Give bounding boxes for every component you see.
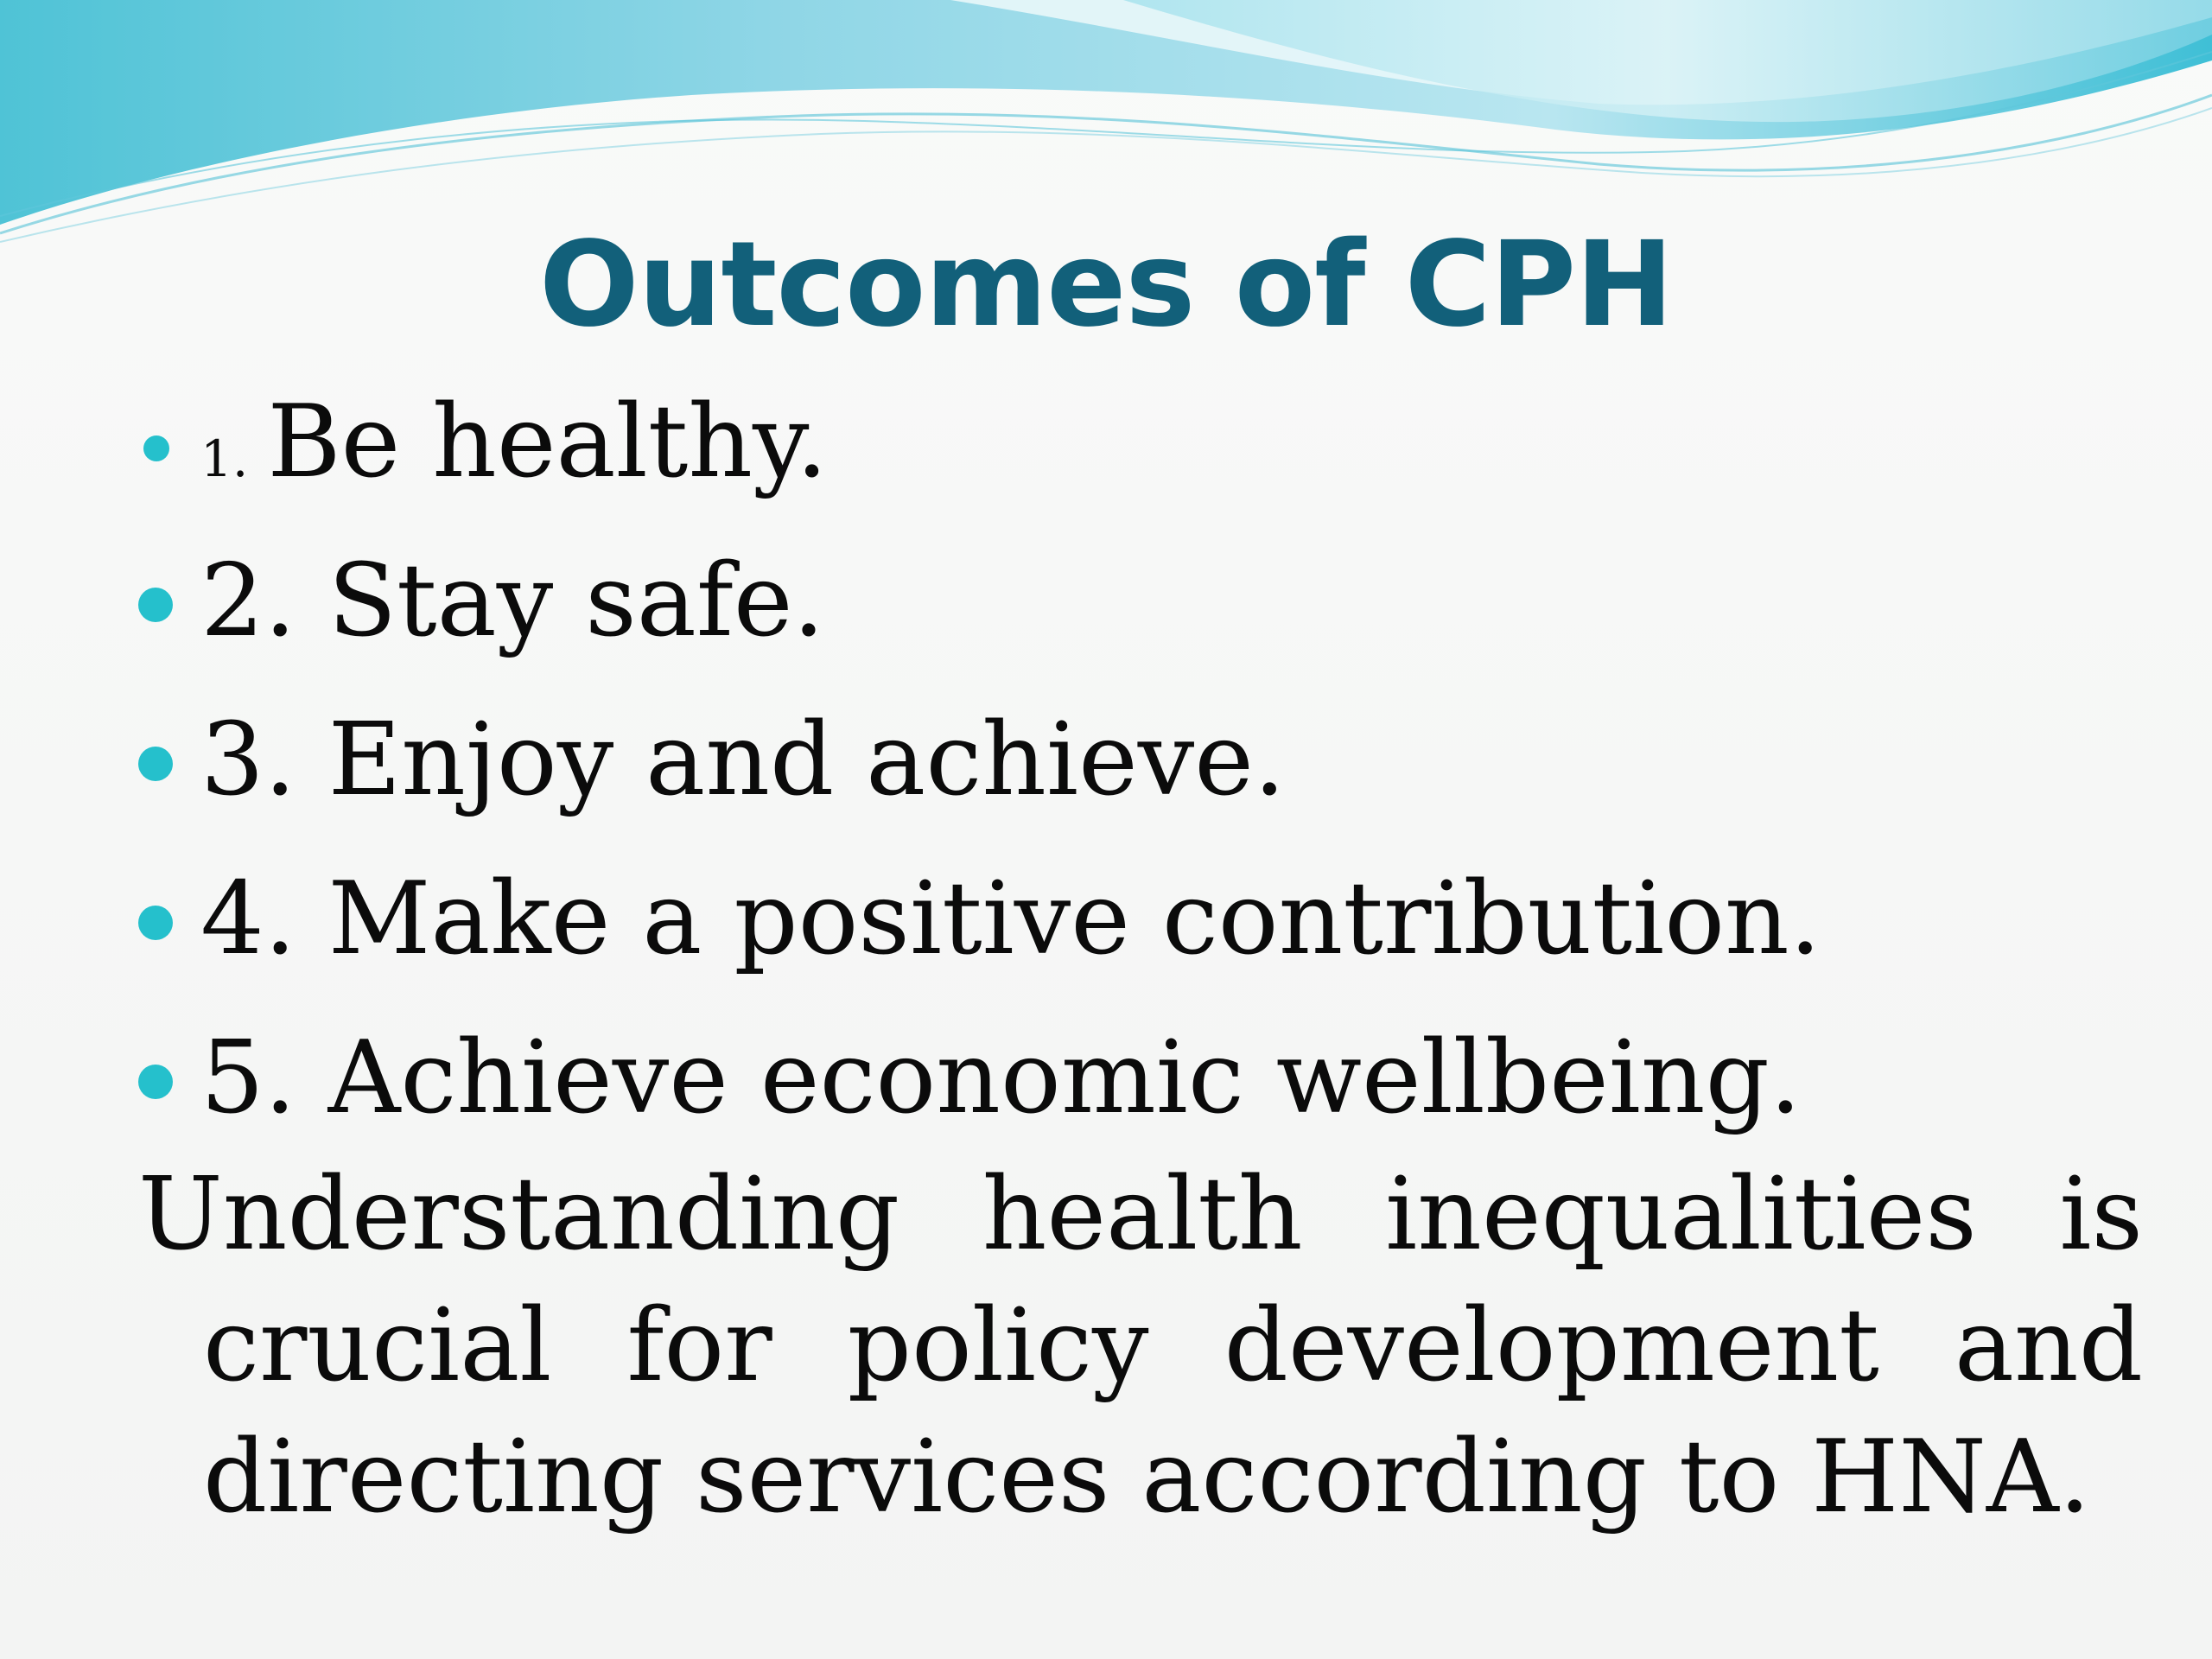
slide-title: Outcomes of CPH <box>539 217 1673 353</box>
list-item <box>138 681 2082 840</box>
item-number: 3. <box>200 702 296 818</box>
list-item <box>138 363 2082 522</box>
item-number: 2. <box>200 543 296 659</box>
item-number: 4. <box>200 861 296 977</box>
list-item <box>138 999 2082 1158</box>
summary-paragraph: Understanding health inequalities is crucial for policy development and directing services according to HNA. <box>138 1156 2143 1535</box>
item-text: Achieve economic wellbeing. <box>327 1020 1802 1136</box>
list-item <box>138 522 2082 681</box>
bullet-dot-icon <box>138 747 173 781</box>
bullet-dot-icon <box>138 1065 173 1099</box>
item-number: 1. <box>200 429 249 488</box>
item-text: Enjoy and achieve. <box>327 702 1286 818</box>
outcomes-list <box>138 363 2082 1158</box>
bullet-dot-icon <box>138 588 173 622</box>
list-item <box>138 840 2082 999</box>
item-text: Be healthy. <box>267 384 829 500</box>
bullet-dot-icon <box>138 906 173 940</box>
item-text: Make a positive contribution. <box>327 861 1821 977</box>
item-number: 5. <box>200 1020 296 1136</box>
item-text: Stay safe. <box>327 543 825 659</box>
bullet-dot-icon <box>143 435 169 461</box>
